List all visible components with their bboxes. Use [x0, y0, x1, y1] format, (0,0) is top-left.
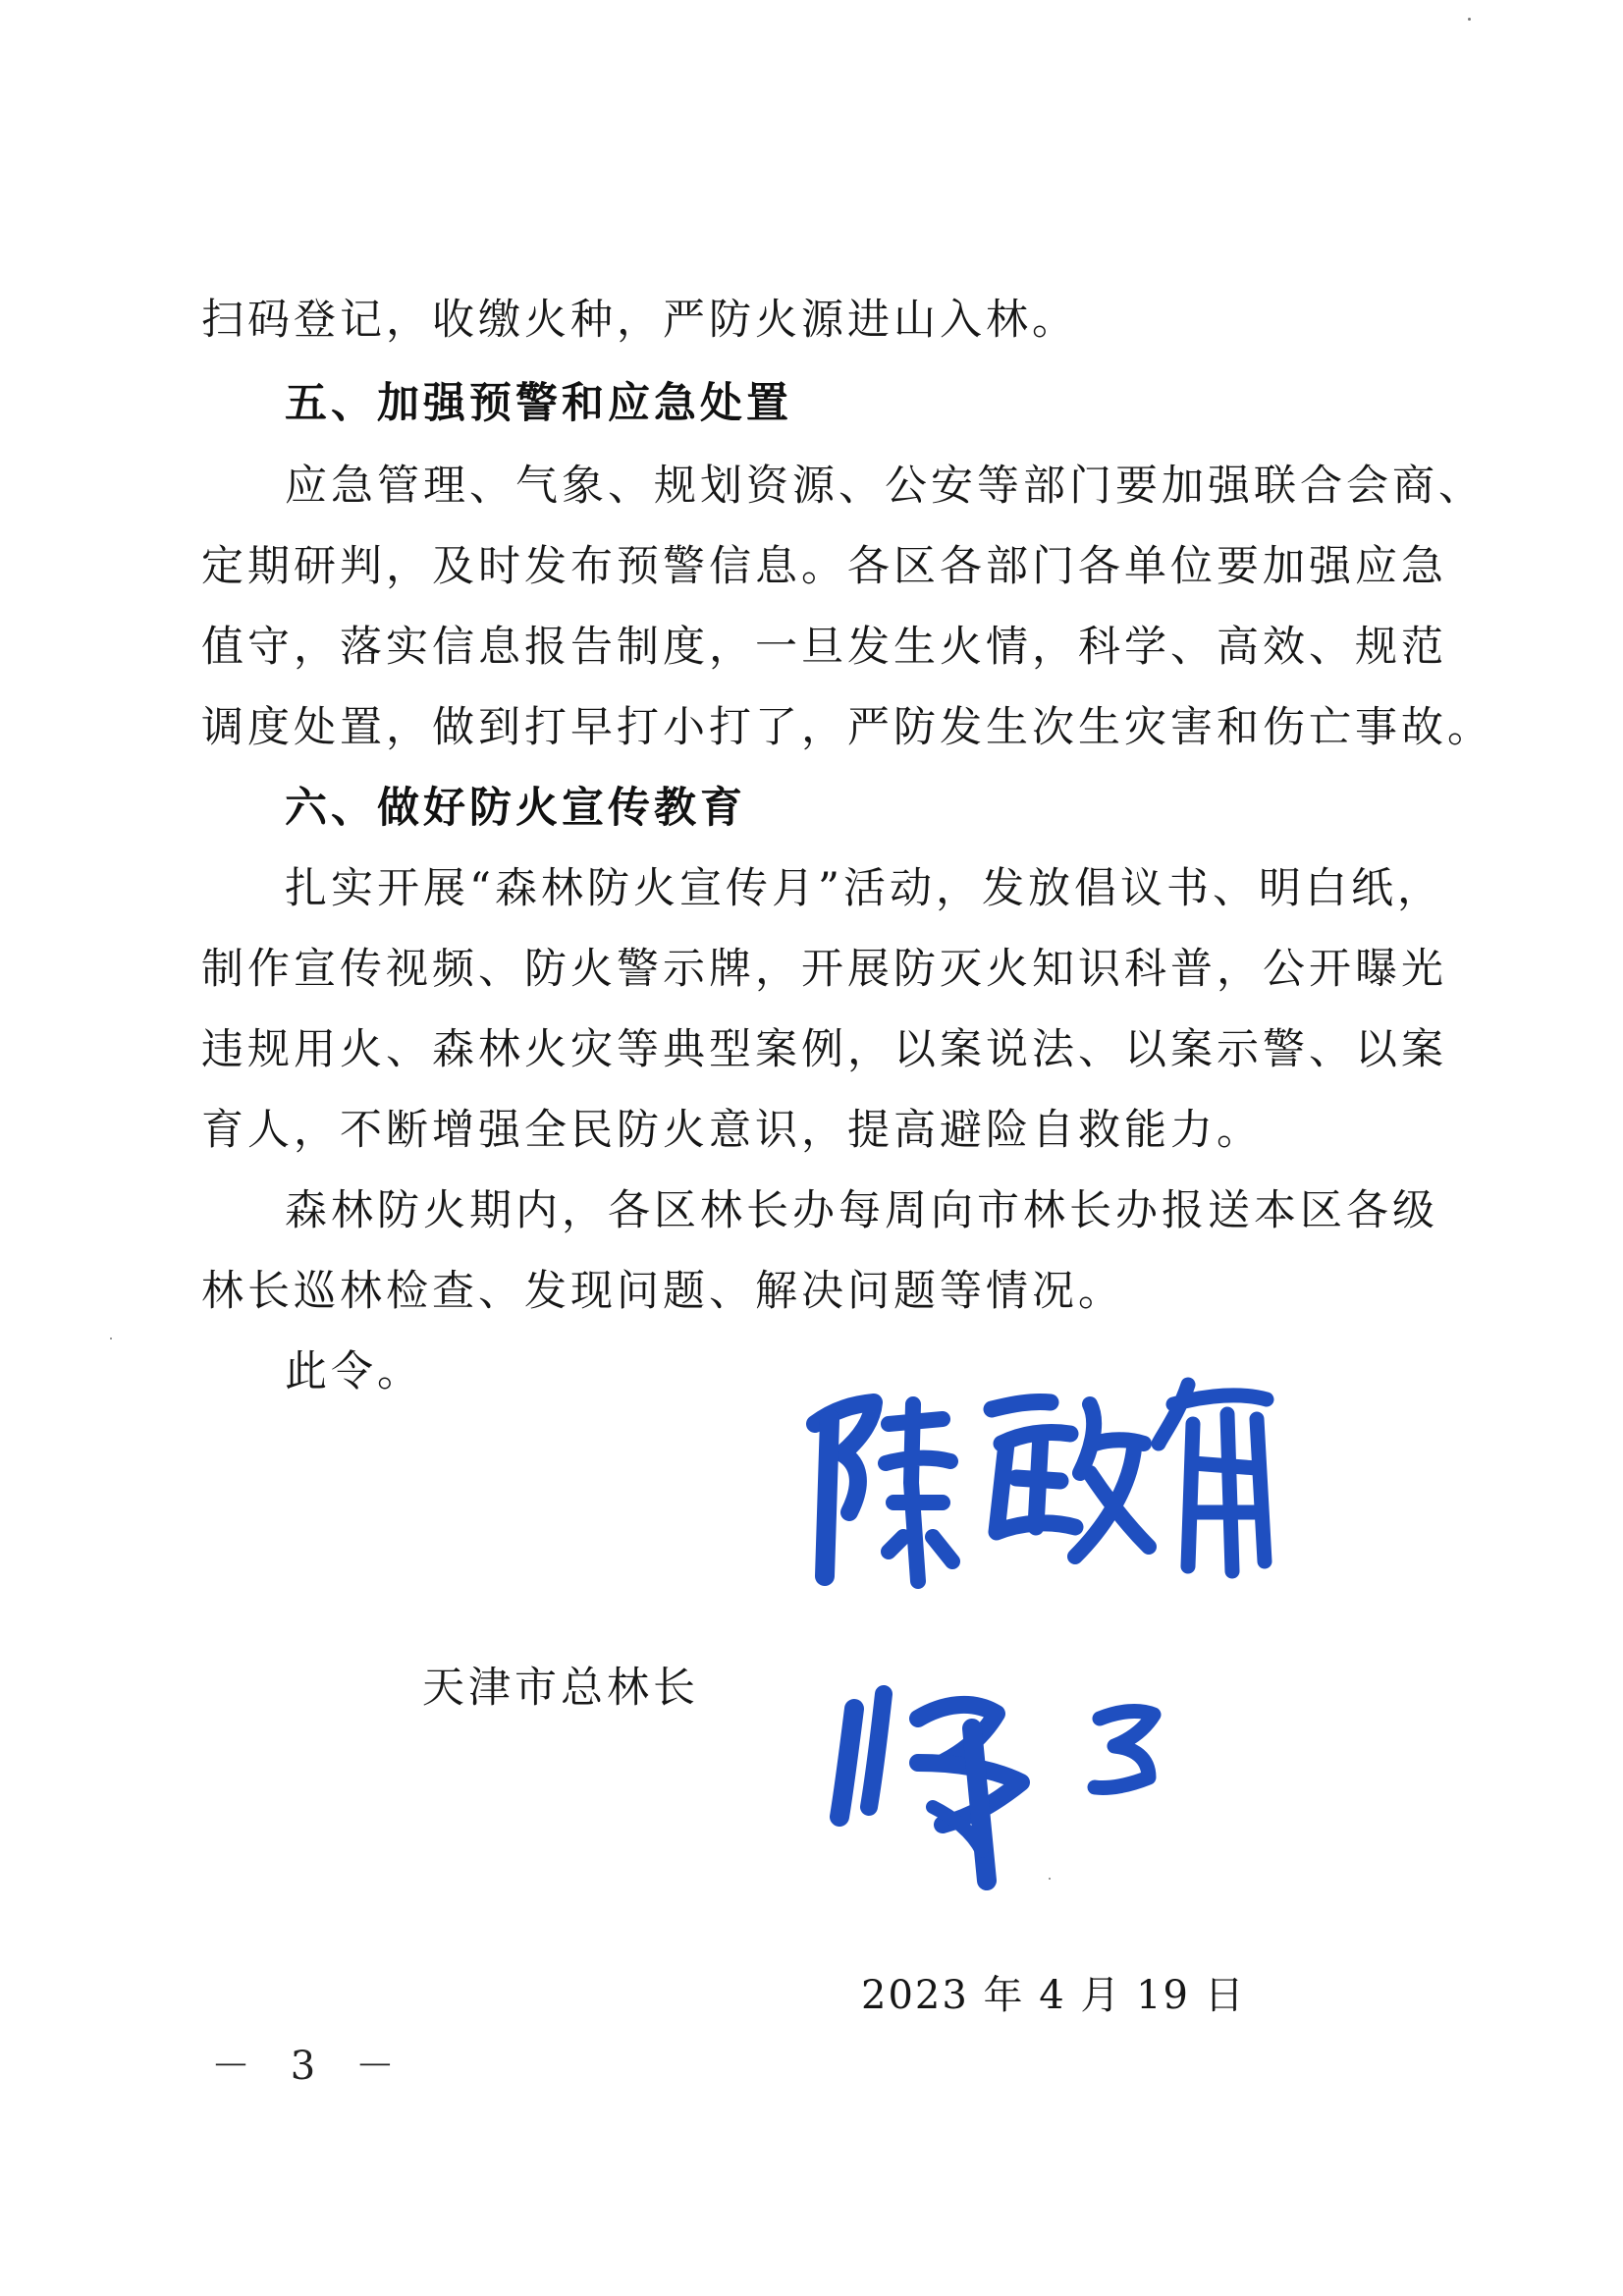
paragraph-line: 违规用火、森林火灾等典型案例，以案说法、以案示警、以案 [201, 1025, 1447, 1074]
paragraph-line: 值守，落实信息报告制度，一旦发生火情，科学、高效、规范 [201, 623, 1447, 672]
section-heading-5: 五、加强预警和应急处置 [285, 379, 792, 428]
scan-speck [1468, 18, 1471, 21]
paragraph-line: 育人，不断增强全民防火意识，提高避险自救能力。 [201, 1106, 1263, 1155]
signer-title: 天津市总林长 [422, 1664, 699, 1713]
section-heading-6: 六、做好防火宣传教育 [285, 784, 746, 833]
handwritten-signature-2 [825, 1669, 1217, 1895]
paragraph-line: 制作宣传视频、防火警示牌，开展防灭火知识科普，公开曝光 [201, 945, 1447, 994]
paragraph-line: 应急管理、气象、规划资源、公安等部门要加强联合会商、 [285, 462, 1485, 511]
scan-speck [1049, 1878, 1051, 1880]
paragraph-line: 森林防火期内，各区林长办每周向市林长办报送本区各级 [285, 1186, 1438, 1235]
paragraph-line: 定期研判，及时发布预警信息。各区各部门各单位要加强应急 [201, 542, 1447, 591]
closing-text: 此令。 [285, 1347, 423, 1396]
handwritten-signature-1 [795, 1365, 1286, 1601]
paragraph-line: 林长巡林检查、发现问题、解决问题等情况。 [201, 1267, 1124, 1316]
paragraph-line: 扎实开展“森林防火宣传月”活动，发放倡议书、明白纸， [285, 864, 1443, 913]
page-number: － 3 － [211, 2044, 408, 2089]
paragraph-line: 扫码登记，收缴火种，严防火源进山入林。 [201, 296, 1078, 345]
scan-speck [110, 1338, 112, 1339]
document-date: 2023 年 4 月 19 日 [861, 1973, 1246, 2018]
paragraph-line: 调度处置，做到打早打小打了，严防发生次生灾害和伤亡事故。 [201, 703, 1493, 752]
